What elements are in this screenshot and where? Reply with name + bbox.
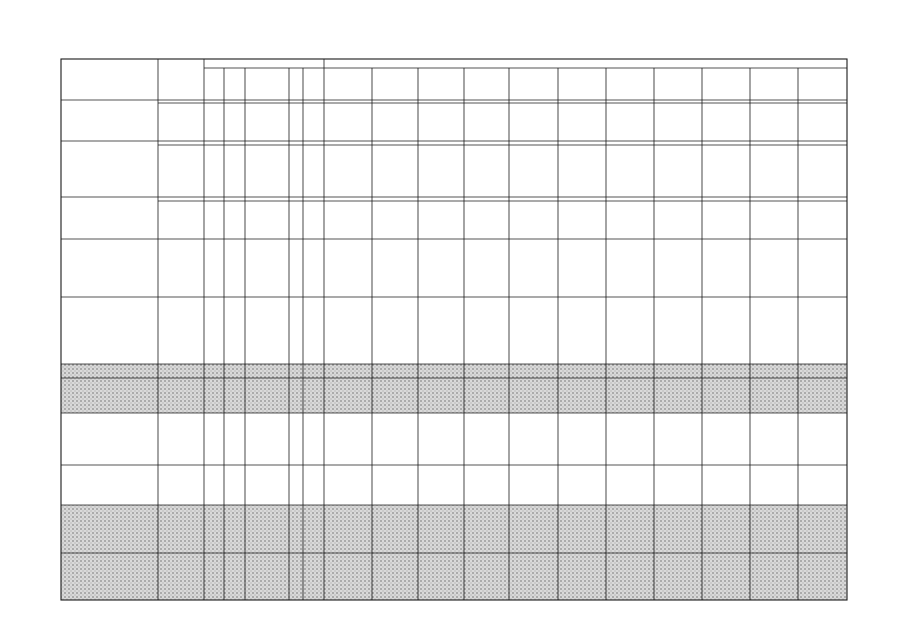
shaded-row-background xyxy=(61,364,847,378)
shaded-row-background xyxy=(61,378,847,413)
shaded-row-background xyxy=(61,553,847,600)
shaded-row-background xyxy=(61,505,847,553)
